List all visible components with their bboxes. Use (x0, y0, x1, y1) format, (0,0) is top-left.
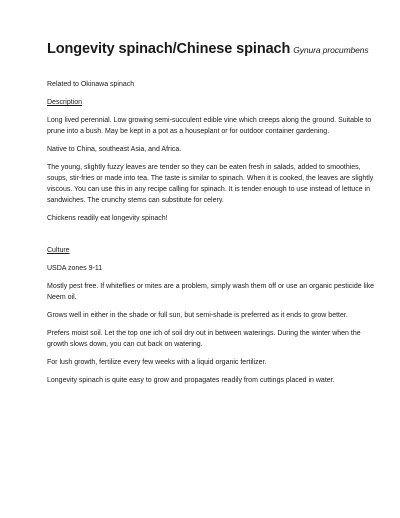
culture-paragraph-1: USDA zones 9-11 (47, 265, 103, 272)
document-page (47, 40, 383, 393)
description-paragraph-2: Native to China, southeast Asia, and Africa. (47, 146, 182, 153)
culture-paragraph-6: Longevity spinach is quite easy to grow and propagates readily from cuttings placed in water. (47, 377, 335, 384)
culture-paragraph-5: For lush growth, fertilize every few weeks with a liquid organic fertilizer. (47, 359, 267, 366)
related-note: Related to Okinawa spinach (47, 81, 135, 88)
description-paragraph-4: Chickens readily eat longevity spinach! (47, 215, 168, 222)
culture-paragraph-3: Grows well in either in the shade or full sun, but semi-shade is preferred as it ends to grow better. (47, 312, 348, 319)
culture-paragraph-4: Prefers moist soil. Let the top one ich of soil dry out in between waterings. During the winter when the growth slows down, you can cut back on watering. (47, 330, 361, 348)
section-spacer (47, 231, 383, 245)
page-title (47, 40, 383, 59)
description-paragraph-3: The young, slightly fuzzy leaves are tender so they can be eaten fresh in salads, added to smoothies, soups, stir-fries or made into tea. The taste is similar to spinach. When it is cooked, the leaves are slightly viscous. You can use this in any recipe calling for spinach. It is tender enough to use instead of lettuce in sandwiches. The crunchy stems can substitute for celery. (47, 164, 374, 204)
culture-paragraph-2: Mostly pest free. If whiteflies or mites are a problem, simply wash them off or use an organic pesticide like Neem oil. (47, 283, 375, 301)
description-heading: Description (47, 99, 83, 106)
culture-heading: Culture (47, 247, 70, 254)
description-paragraph-1: Long lived perennial. Low growing semi-succulent edible vine which creeps along the ground. Suitable to prune into a bush. May be kept in a pot as a houseplant or for outdoor container gardening. (47, 117, 372, 135)
title-scientific-name: Gynura procumbens (293, 45, 369, 55)
title-common-name: Longevity spinach/Chinese spinach (47, 41, 291, 57)
